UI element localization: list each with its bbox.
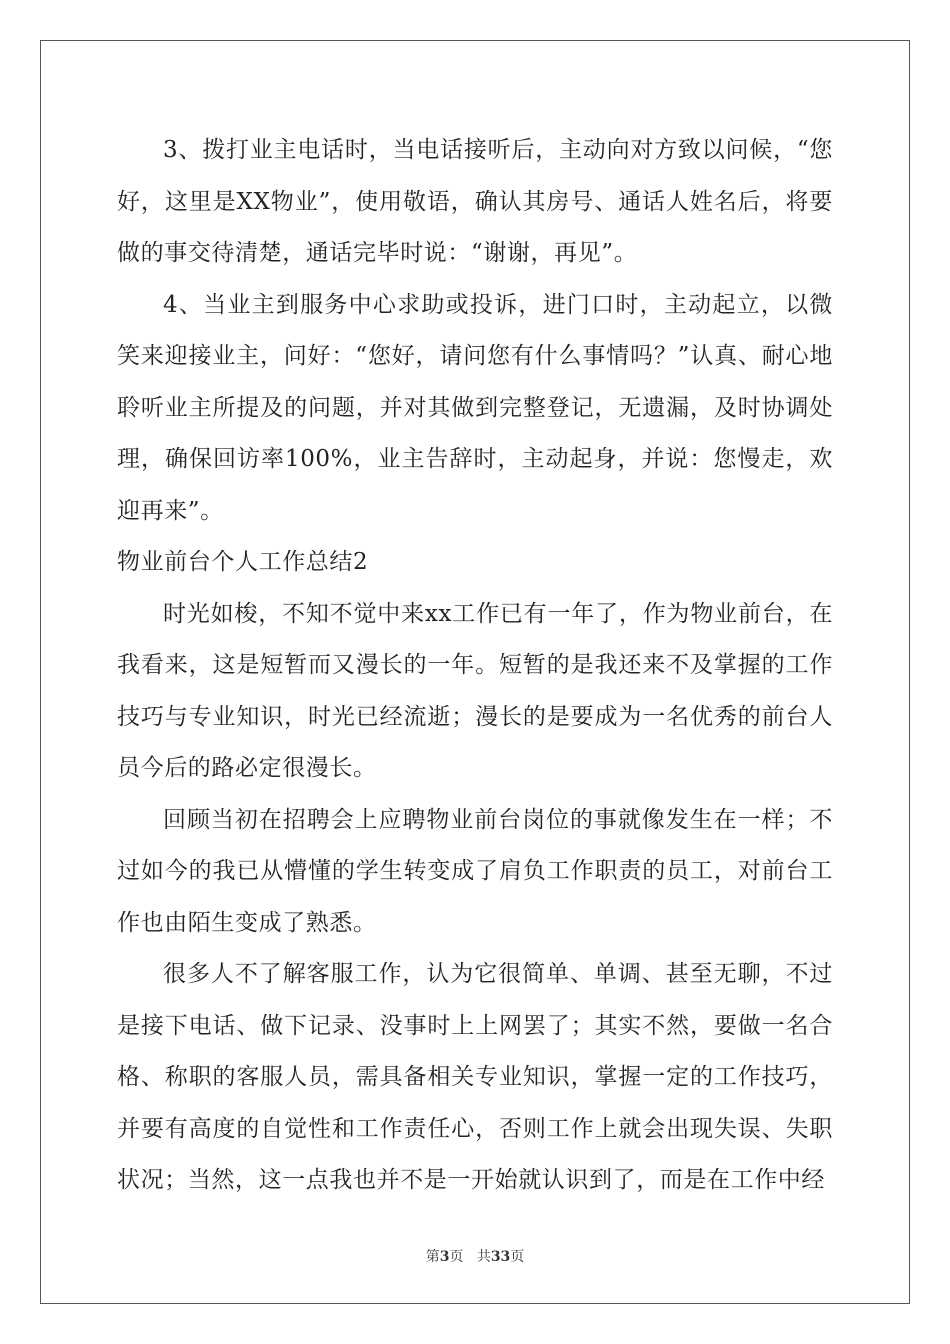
paragraph: 时光如梭，不知不觉中来xx工作已有一年了，作为物业前台，在我看来，这是短暂而又漫长的一年。短暂的是我还来不及掌握的工作技巧与专业知识，时光已经流逝；漫长的是要成为一名优秀的前台人员今后的路必定很漫长。 (117, 600, 833, 781)
paragraph-item-4: 4、当业主到服务中心求助或投诉，进门口时，主动起立，以微笑来迎接业主，问好：“您好，请问您有什么事情吗？”认真、耐心地聆听业主所提及的问题，并对其做到完整登记，无遗漏，及时协调处理，确保回访率100%，业主告辞时，主动起身，并说：您慢走，欢迎再来”。 (117, 291, 833, 524)
paragraph: 很多人不了解客服工作，认为它很简单、单调、甚至无聊，不过是接下电话、做下记录、没事时上上网罢了；其实不然，要做一名合格、称职的客服人员，需具备相关专业知识，掌握一定的工作技巧，并要有高度的自觉性和工作责任心，否则工作上就会出现失误、失职状况；当然，这一点我也并不是一开始就认识到了，而是在工作中经 (117, 961, 833, 1193)
total-suffix: 页 (510, 1249, 525, 1265)
page-suffix: 页 (449, 1249, 464, 1265)
paragraph-item-3: 3、拨打业主电话时，当电话接听后，主动向对方致以问候，“您好，这里是XX物业”，使用敬语，确认其房号、通话人姓名后，将要做的事交待清楚，通话完毕时说：“谢谢，再见”。 (117, 137, 833, 266)
page-footer (0, 1246, 950, 1266)
document-body (117, 125, 833, 1207)
page-prefix: 第 (425, 1249, 440, 1265)
total-prefix: 共 (476, 1249, 491, 1265)
total-pages: 33 (490, 1249, 511, 1265)
paragraph: 回顾当初在招聘会上应聘物业前台岗位的事就像发生在一样；不过如今的我已从懵懂的学生转变成了肩负工作职责的员工，对前台工作也由陌生变成了熟悉。 (117, 806, 833, 936)
section-heading: 物业前台个人工作总结2 (117, 549, 369, 575)
page-number: 3 (439, 1249, 450, 1265)
